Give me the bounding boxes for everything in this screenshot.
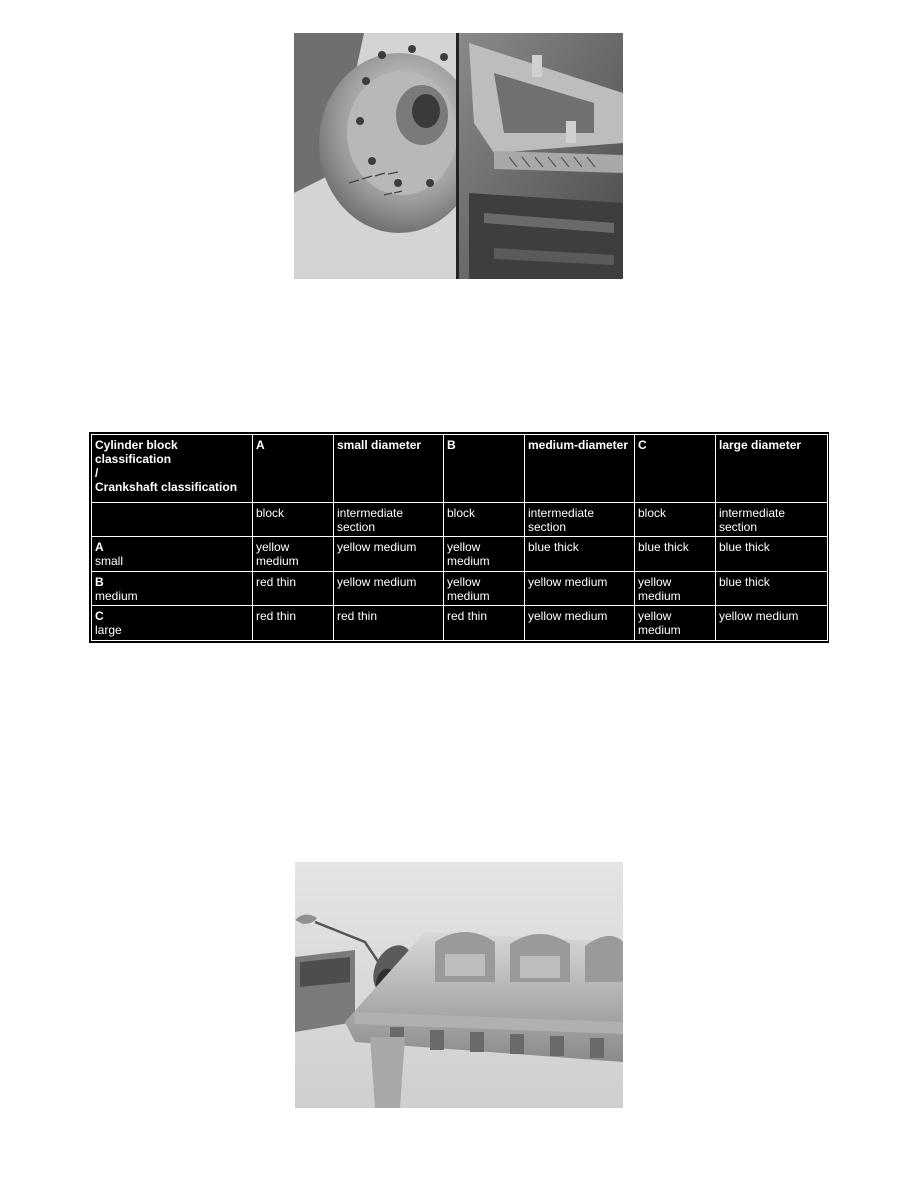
row-label-cell <box>92 537 253 572</box>
table-corner-header <box>92 435 253 503</box>
corner-line-1: Cylinder block <box>95 438 178 452</box>
row-label: C <box>95 609 104 624</box>
table-subheader-row <box>92 502 828 537</box>
table-cell: yellow medium <box>525 571 635 606</box>
column-header: C <box>635 435 716 503</box>
table-cell: yellow medium <box>716 606 828 641</box>
table-cell: yellow medium <box>635 571 716 606</box>
subheader-cell: intermediate section <box>525 502 635 537</box>
crankshaft-and-block-marking-photo <box>294 33 623 279</box>
table-cell: yellow medium <box>334 537 444 572</box>
subheader-cell: block <box>635 502 716 537</box>
corner-line-2: classification <box>95 452 172 466</box>
row-label-cell <box>92 606 253 641</box>
table-cell: yellow medium <box>334 571 444 606</box>
corner-line-4: Crankshaft classification <box>95 480 238 494</box>
table-cell: blue thick <box>716 537 828 572</box>
sealant-roller-photo <box>295 862 623 1108</box>
row-label: B <box>95 574 104 589</box>
column-header: A <box>253 435 334 503</box>
table-row <box>92 537 828 572</box>
table-header-row <box>92 435 828 503</box>
row-sublabel: medium <box>95 588 138 603</box>
subheader-cell: intermediate section <box>334 502 444 537</box>
column-header: medium-diameter <box>525 435 635 503</box>
table-cell: blue thick <box>635 537 716 572</box>
row-label: A <box>95 540 104 555</box>
table-cell: yellow medium <box>635 606 716 641</box>
table-cell: red thin <box>253 606 334 641</box>
table-cell: yellow medium <box>253 537 334 572</box>
column-header: B <box>444 435 525 503</box>
column-header: small diameter <box>334 435 444 503</box>
roller-photo-graphic <box>295 862 623 1108</box>
table-cell: yellow medium <box>525 606 635 641</box>
table-cell: yellow medium <box>444 537 525 572</box>
classification-table <box>89 432 829 643</box>
table-cell: red thin <box>334 606 444 641</box>
table-cell: blue thick <box>525 537 635 572</box>
table-cell: yellow medium <box>444 571 525 606</box>
row-label-cell <box>92 571 253 606</box>
subheader-cell <box>92 502 253 537</box>
table-cell: red thin <box>253 571 334 606</box>
table-row <box>92 571 828 606</box>
subheader-cell: block <box>444 502 525 537</box>
row-sublabel: small <box>95 554 124 569</box>
corner-line-3: / <box>95 466 99 480</box>
column-header: large diameter <box>716 435 828 503</box>
table-row <box>92 606 828 641</box>
table-cell: red thin <box>444 606 525 641</box>
subheader-cell: block <box>253 502 334 537</box>
table-cell: blue thick <box>716 571 828 606</box>
subheader-cell: intermediate section <box>716 502 828 537</box>
marking-photo-graphic <box>294 33 623 279</box>
row-sublabel: large <box>95 623 122 638</box>
